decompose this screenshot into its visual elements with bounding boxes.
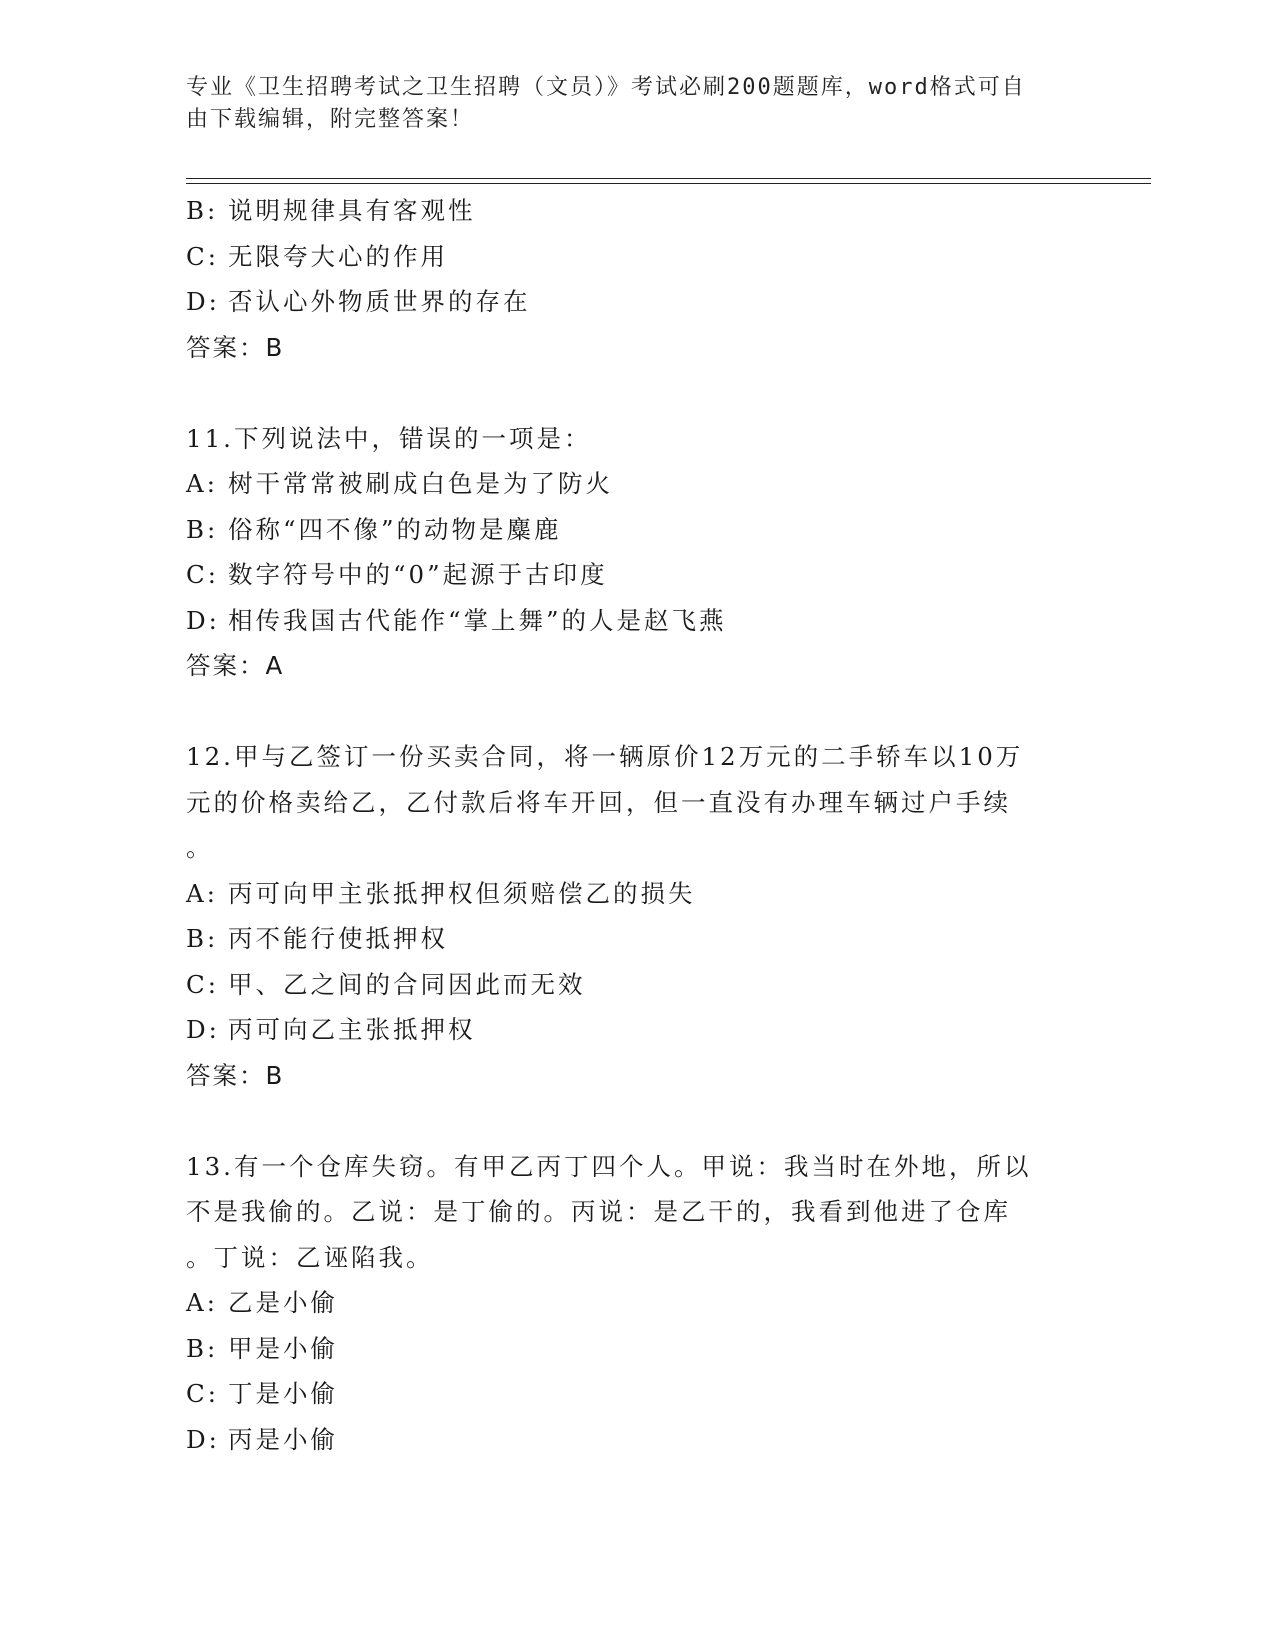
option-text: 丙不能行使抵押权: [228, 924, 448, 953]
option-b: [186, 1326, 1086, 1372]
option-text: 相传我国古代能作“掌上舞”的人是赵飞燕: [228, 605, 727, 635]
answer-line: 答案：B: [186, 332, 285, 362]
option-text: 说明规律具有客观性: [228, 196, 476, 225]
question-content: [186, 188, 1086, 1462]
question-stem: 11.下列说法中，错误的一项是：: [186, 423, 592, 453]
question-11: [186, 416, 1086, 689]
header-line-1: 专业《卫生招聘考试之卫生招聘（文员）》考试必刷200题题库，word格式可自: [186, 75, 1026, 100]
option-letter: D:: [186, 605, 220, 635]
option-letter: C:: [186, 560, 220, 589]
option-a: [186, 461, 1086, 507]
option-letter: B:: [186, 514, 219, 544]
option-letter: B:: [186, 196, 219, 225]
option-letter: B:: [186, 924, 219, 953]
option-text: 丙可向甲主张抵押权但须赔偿乙的损失: [228, 878, 696, 908]
option-a: [186, 1280, 1086, 1326]
option-text: 丙是小偷: [228, 1424, 338, 1454]
option-letter: D:: [186, 287, 220, 316]
question-stem-line: 元的价格卖给乙，乙付款后将车开回，但一直没有办理车辆过户手续: [186, 787, 1011, 817]
question-stem-line: 13.有一个仓库失窃。有甲乙丙丁四个人。甲说：我当时在外地，所以: [186, 1151, 1032, 1181]
option-letter: C:: [186, 969, 220, 999]
option-letter: D:: [186, 1424, 220, 1454]
question-stem-line: 不是我偷的。乙说：是丁偷的。丙说：是乙干的，我看到他进了仓库: [186, 1197, 1011, 1226]
header-rule-top: [186, 178, 1151, 179]
question-13: [186, 1144, 1086, 1463]
option-letter: D:: [186, 1015, 220, 1044]
question-stem-line: 。: [186, 833, 214, 862]
answer-line: 答案：A: [186, 651, 285, 680]
option-d: [186, 1417, 1086, 1463]
question-stem-line: 12.甲与乙签订一份买卖合同，将一辆原价12万元的二手轿车以10万: [186, 742, 1024, 771]
option-text: 数字符号中的“0”起源于古印度: [228, 560, 608, 589]
option-text: 甲、乙之间的合同因此而无效: [228, 969, 586, 999]
option-d: [186, 279, 1086, 325]
answer-line: 答案：B: [186, 1060, 285, 1090]
spacer: [186, 370, 1086, 416]
option-c: [186, 962, 1086, 1008]
option-text: 否认心外物质世界的存在: [228, 287, 531, 316]
option-text: 甲是小偷: [228, 1333, 338, 1363]
option-c: [186, 234, 1086, 280]
option-text: 无限夸大心的作用: [228, 241, 448, 271]
option-letter: B:: [186, 1333, 219, 1363]
question-12: [186, 734, 1086, 1098]
option-letter: A:: [186, 469, 218, 498]
option-letter: C:: [186, 241, 220, 271]
option-a: [186, 871, 1086, 917]
option-d: [186, 598, 1086, 644]
option-b: [186, 188, 1086, 234]
question-stem-line: 。丁说：乙诬陷我。: [186, 1242, 434, 1272]
option-letter: A:: [186, 878, 218, 908]
option-text: 俗称“四不像”的动物是麋鹿: [228, 514, 562, 544]
page-header: [186, 72, 1076, 136]
header-line-2: 由下载编辑，附完整答案！: [186, 107, 475, 132]
option-letter: A:: [186, 1288, 218, 1317]
option-text: 树干常常被刷成白色是为了防火: [228, 469, 613, 498]
spacer: [186, 1098, 1086, 1144]
spacer: [186, 689, 1086, 735]
header-rule-bottom: [186, 183, 1151, 184]
option-c: [186, 552, 1086, 598]
option-text: 乙是小偷: [228, 1288, 338, 1317]
option-text: 丁是小偷: [228, 1379, 338, 1408]
option-b: [186, 916, 1086, 962]
question-10: [186, 188, 1086, 370]
option-d: [186, 1007, 1086, 1053]
option-b: [186, 507, 1086, 553]
option-text: 丙可向乙主张抵押权: [228, 1015, 476, 1044]
option-letter: C:: [186, 1379, 220, 1408]
option-c: [186, 1371, 1086, 1417]
